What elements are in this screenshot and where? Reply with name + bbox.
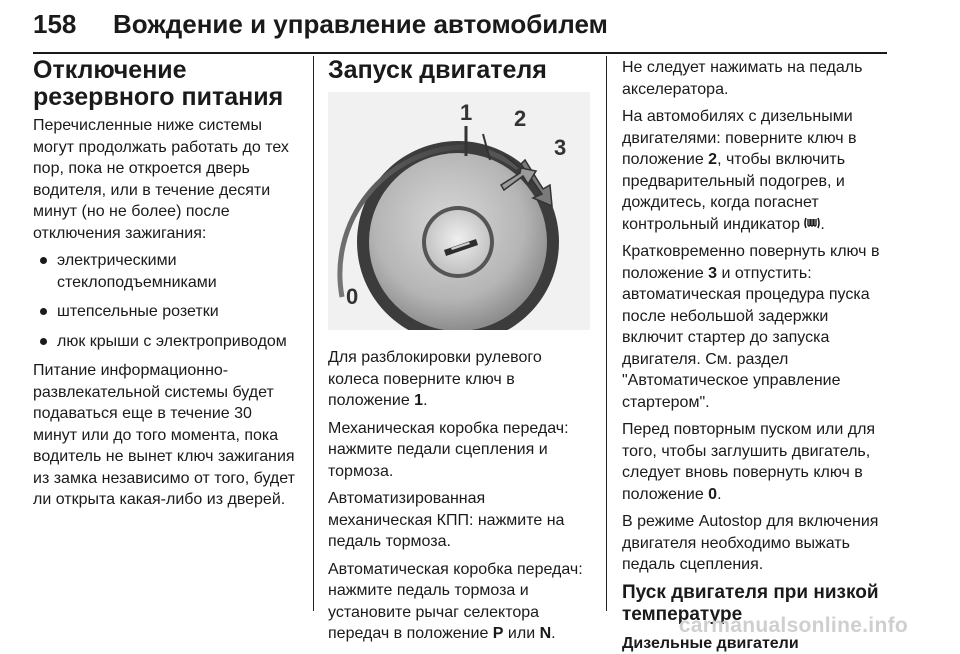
list-item: электрическими стеклоподъемниками [33,250,299,293]
page-header [33,7,887,53]
key-cylinder-face [426,210,490,274]
steering-unlock-text: Для разблокировки рулевого колеса поверните ключ в положение 1. [328,349,542,409]
ignition-switch-figure [328,92,590,330]
column-divider-1 [313,56,314,611]
chapter-title: Вождение и управление автомобилем [113,9,608,39]
position-0-label: 0 [346,284,359,309]
gear-p: P [492,625,504,642]
position-value: 1 [414,392,424,409]
position-value: 0 [708,485,718,503]
manual-gearbox-text: Механическая коробка передач: нажмите педали сцепления и тормоза. [328,419,569,480]
column-middle [328,57,590,651]
position-value: 2 [708,151,718,168]
diesel-preheat-text: На автомобилях с дизельными двигателями: поверните ключ в положение 2, чтобы включить предварительный подогрев, и дождитесь, когда погаснет контрольный индикатор . [622,108,857,233]
list-item: люк крыши с электроприводом [33,331,299,353]
position-3-label: 3 [554,135,567,160]
automated-manual-text: Автоматизированная механическая КПП: нажмите на педаль тормоза. [328,490,565,550]
autostop-text: В режиме Autostop для включения двигателя необходимо выжать педаль сцепления. [622,513,879,573]
position-value: 3 [708,264,718,282]
glow-plug-indicator-icon [804,216,820,230]
backup-power-intro: Перечисленные ниже системы могут продолжать работать до тех пор, пока не откроется дверь водителя, или в течение десяти минут (но не более) после отключения зажигания: [33,117,289,242]
infotainment-power-note: Питание информационно-развлекательной системы будет подаваться еще в течение 30 минут или до того момента, пока водитель не вынет ключ зажигания из замка независимо от того, будет ли открыта какая-либо из дверей. [33,362,295,508]
list-item: штепсельные розетки [33,301,299,323]
bullet-icon [40,257,47,264]
header-rule [33,52,887,54]
column-divider-2 [606,56,607,611]
position-2-label: 2 [514,106,527,131]
automatic-gearbox-text: Автоматическая коробка передач: нажмите педаль тормоза и установите рычаг селектора передач в положение P или N. [328,560,583,642]
section-heading-cold-start: Пуск двигателя при низкой температуре [622,581,879,625]
column-right [622,57,888,654]
column-left [33,57,299,517]
watermark: carmanualsonline.info [678,614,908,637]
restart-text: Перед повторным пуском или для того, чтобы заглушить двигатель, следует вновь повернуть ключ в положение 0. [622,421,876,503]
page-number: 158 [33,9,77,39]
bullet-icon [40,308,47,315]
accelerator-note: Не следует нажимать на педаль акселератора. [622,59,863,98]
section-heading-engine-start: Запуск двигателя [328,56,547,84]
bullet-icon [40,338,47,345]
auto-start-text: Кратковременно повернуть ключ в положение 3 и отпустить: автоматическая процедура пуска после небольшой задержки включит стартер до запуска двигателя. См. раздел "Автоматическое управление стартером". [622,243,880,411]
subheading-diesel: Дизельные двигатели [622,634,799,652]
position-1-label: 1 [460,100,473,125]
backup-systems-list [33,250,299,352]
gear-n: N [539,625,552,642]
section-heading-backup-power: Отключение резервного питания [33,56,284,111]
